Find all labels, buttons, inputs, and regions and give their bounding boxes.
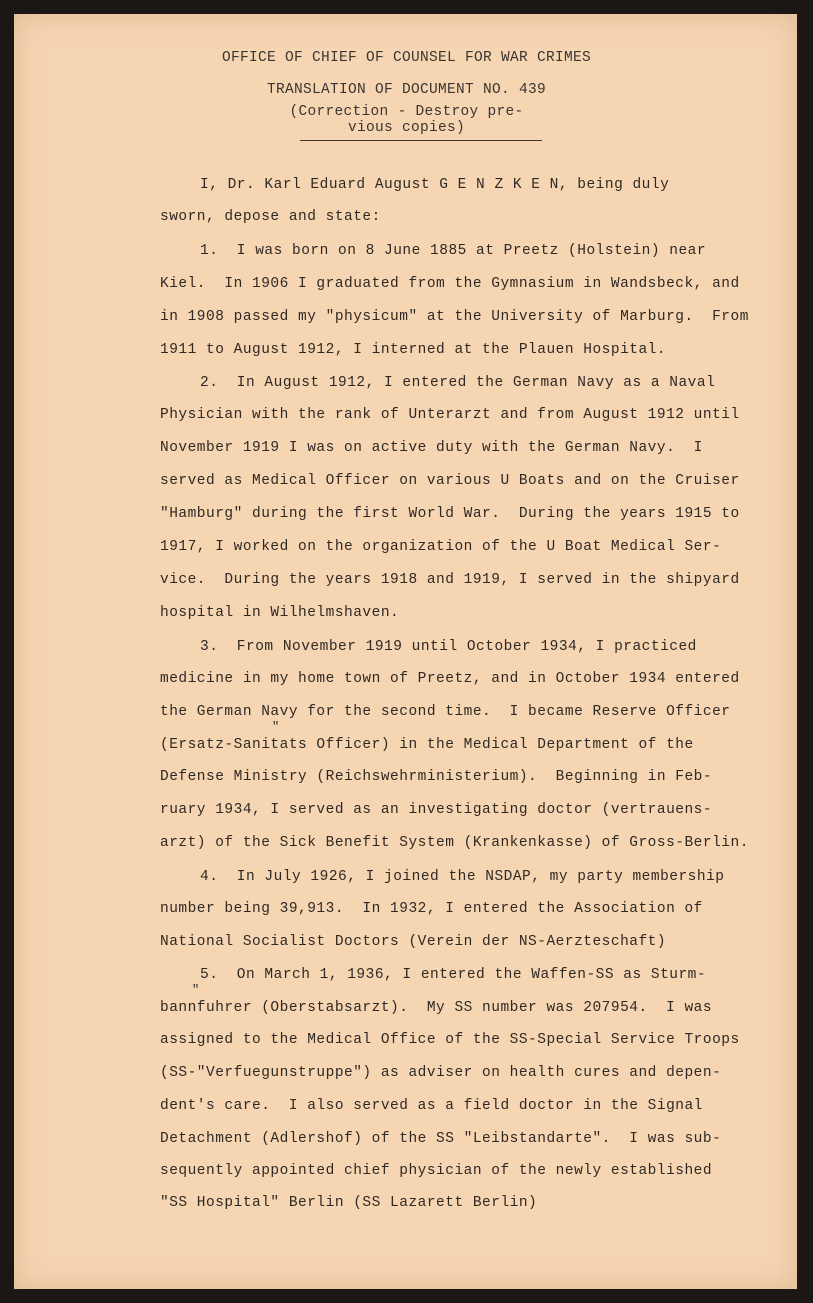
body-line: 3. From November 1919 until October 1934, I practiced: [200, 639, 697, 655]
body-line: (SS-"Verfuegunstruppe") as adviser on health cures and depen-: [160, 1065, 722, 1081]
umlaut-mark: ": [192, 983, 200, 997]
body-line: 5. On March 1, 1936, I entered the Waffen-SS as Sturm-: [200, 967, 707, 983]
body-line: I, Dr. Karl Eduard August G E N Z K E N, being duly: [200, 177, 670, 193]
body-line: Defense Ministry (Reichswehrministerium). Beginning in Feb-: [160, 769, 713, 785]
body-line: National Socialist Doctors (Verein der NS-Aerzteschaft): [160, 934, 667, 950]
body-line: number being 39,913. In 1932, I entered the Association of: [160, 901, 703, 917]
body-line: medicine in my home town of Preetz, and in October 1934 entered: [160, 671, 740, 687]
body-line: vice. During the years 1918 and 1919, I served in the shipyard: [160, 572, 740, 588]
body-line: dent's care. I also served as a field doctor in the Signal: [160, 1098, 703, 1114]
body-line: Detachment (Adlershof) of the SS "Leibstandarte". I was sub-: [160, 1131, 722, 1147]
body-line: 4. In July 1926, I joined the NSDAP, my party membership: [200, 869, 725, 885]
body-line: "SS Hospital" Berlin (SS Lazarett Berlin): [160, 1195, 538, 1211]
body-line: ruary 1934, I served as an investigating doctor (vertrauens-: [160, 802, 713, 818]
correction-note-line-2: vious copies): [347, 120, 466, 136]
body-line: "Hamburg" during the first World War. During the years 1915 to: [160, 506, 740, 522]
document-office-heading: OFFICE OF CHIEF OF COUNSEL FOR WAR CRIMES: [221, 50, 592, 66]
body-line: in 1908 passed my "physicum" at the University of Marburg. From: [160, 309, 749, 325]
correction-note-line-1: (Correction - Destroy pre-: [289, 104, 524, 120]
body-line: assigned to the Medical Office of the SS-Special Service Troops: [160, 1032, 740, 1048]
body-line: sworn, depose and state:: [160, 209, 381, 225]
umlaut-mark: ": [272, 720, 280, 734]
body-line: (Ersatz-Sanitats Officer) in the Medical Department of the: [160, 737, 694, 753]
body-line: 2. In August 1912, I entered the German Navy as a Naval: [200, 375, 716, 391]
body-line: arzt) of the Sick Benefit System (Krankenkasse) of Gross-Berlin.: [160, 835, 749, 851]
body-line: hospital in Wilhelmshaven.: [160, 605, 400, 621]
body-line: bannfuhrer (Oberstabsarzt). My SS number was 207954. I was: [160, 1000, 713, 1016]
body-line: Physician with the rank of Unterarzt and from August 1912 until: [160, 407, 740, 423]
body-line: sequently appointed chief physician of the newly established: [160, 1163, 713, 1179]
body-line: 1917, I worked on the organization of the U Boat Medical Ser-: [160, 539, 722, 555]
body-line: Kiel. In 1906 I graduated from the Gymnasium in Wandsbeck, and: [160, 276, 740, 292]
body-line: November 1919 I was on active duty with the German Navy. I: [160, 440, 703, 456]
body-line: the German Navy for the second time. I became Reserve Officer: [160, 704, 731, 720]
heading-underline: [300, 140, 542, 141]
body-line: served as Medical Officer on various U Boats and on the Cruiser: [160, 473, 740, 489]
body-line: 1. I was born on 8 June 1885 at Preetz (Holstein) near: [200, 243, 707, 259]
body-line: 1911 to August 1912, I interned at the Plauen Hospital.: [160, 342, 667, 358]
document-translation-heading: TRANSLATION OF DOCUMENT NO. 439: [266, 82, 547, 98]
